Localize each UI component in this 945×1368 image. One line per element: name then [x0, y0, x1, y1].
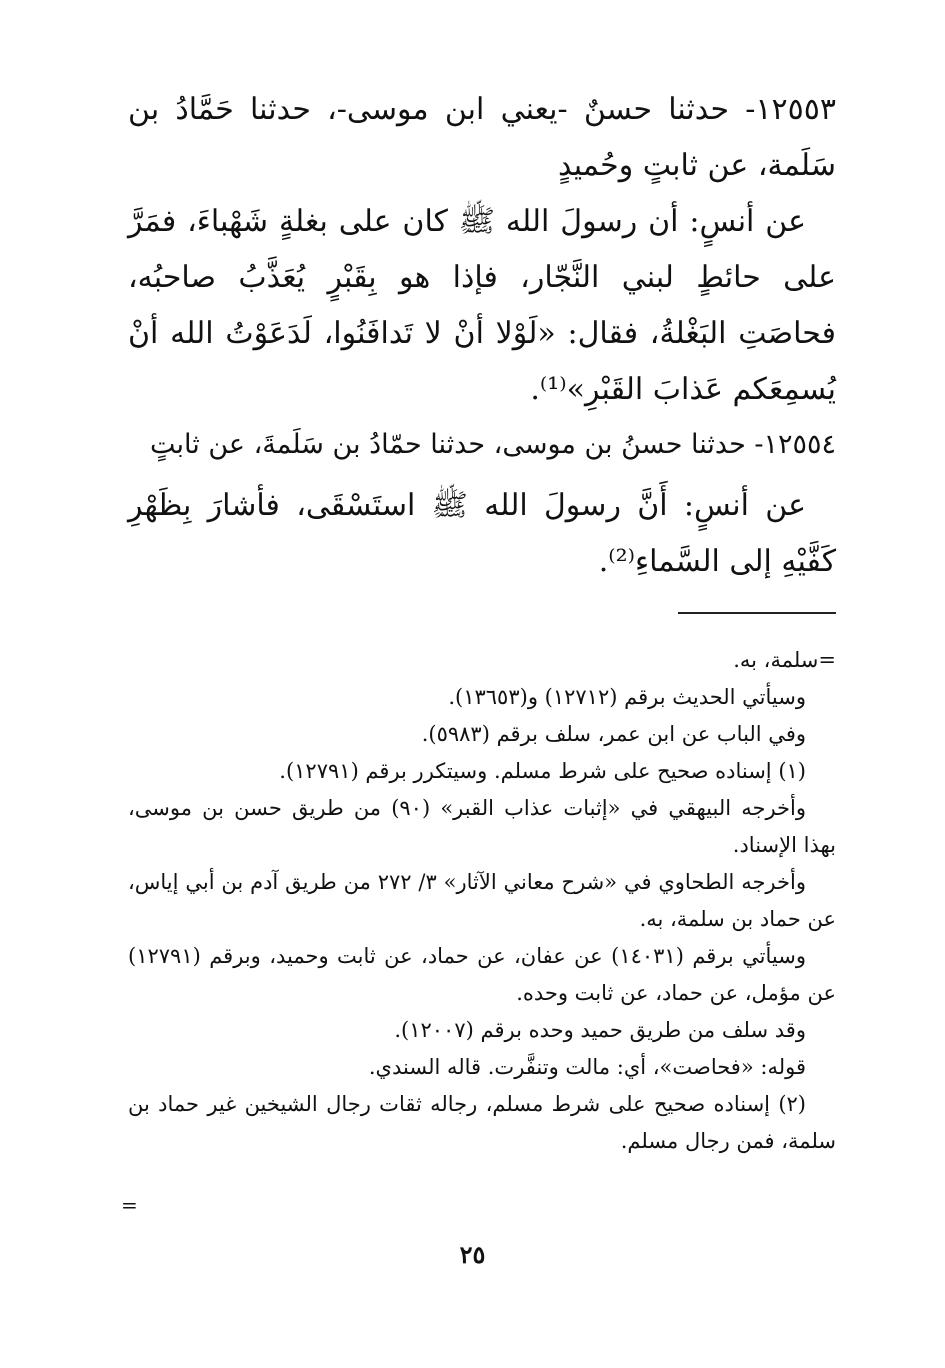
footnote-line: وسيأتي برقم (١٤٠٣١) عن عفان، عن حماد، عن ثابت وحميد، وبرقم (١٢٧٩١) عن مؤمل، عن حماد، عن ثابت وحده.	[128, 944, 836, 1005]
hadith-12553-text	[128, 194, 836, 418]
footnote-line: وفي الباب عن ابن عمر، سلف برقم (٥٩٨٣).	[421, 722, 806, 746]
footnote-line: وقد سلف من طريق حميد وحده برقم (١٢٠٠٧).	[394, 1018, 806, 1042]
footnote-1: (١) إسناده صحيح على شرط مسلم. وسيتكرر برقم (١٢٧٩١).	[279, 759, 806, 783]
hadith-12554-text	[128, 478, 836, 590]
hadith-12554-heading	[128, 420, 836, 470]
footnote-line: قوله: «فحاصت»، أي: مالت وتنفَّرت. قاله السندي.	[368, 1055, 806, 1079]
footnote-2: (٢) إسناده صحيح على شرط مسلم، رجاله ثقات رجال الشيخين غير حماد بن سلمة، فمن رجال مسلم.	[128, 1092, 836, 1153]
hadith-12553-isnad: ١٢٥٥٣- حدثنا حسنٌ -يعني ابن موسى-، حدثنا حَمَّادُ بن سَلَمة، عن ثابتٍ وحُميدٍ	[128, 92, 836, 183]
footnotes	[128, 642, 836, 1160]
footnote-line: وسيأتي الحديث برقم (١٢٧١٢) و(١٣٦٥٣).	[448, 685, 806, 709]
footnote-line: =سلمة، به.	[733, 648, 836, 672]
hadith-12554-matn: عن أنسٍ: أَنَّ رسولَ الله ﷺ استَسْقَى، فأشارَ بِظَهْرِ كَفَّيْهِ إلى السَّماءِ⁽²⁾.	[128, 488, 836, 579]
footnote-line: وأخرجه الطحاوي في «شرح معاني الآثار» ٣/ ٢٧٢ من طريق آدم بن أبي إياس، عن حماد بن سلمة، به.	[128, 870, 836, 931]
continuation-mark: =	[121, 1193, 138, 1217]
hadith-12553-heading	[128, 82, 836, 194]
page-number: ٢٥	[459, 1240, 486, 1269]
hadith-12554-isnad: ١٢٥٥٤- حدثنا حسنُ بن موسى، حدثنا حمّادُ بن سَلَمةَ، عن ثابتٍ	[149, 429, 836, 460]
footnote-separator	[678, 612, 836, 614]
footnote-line: وأخرجه البيهقي في «إثبات عذاب القبر» (٩٠) من طريق حسن بن موسى، بهذا الإسناد.	[128, 796, 836, 857]
hadith-12553-matn: عن أنسٍ: أن رسولَ الله ﷺ كان على بغلةٍ شَهْباءَ، فمَرَّ على حائطٍ لبني النَّجّار، فإذا هو بِقَبْرٍ يُعَذَّبُ صاحبُه، فحاصَتِ البَغْلةُ، فقال: «لَوْلا أنْ لا تَدافَنُوا، لَدَعَوْتُ الله أنْ يُسمِعَكم عَذابَ القَبْرِ»⁽¹⁾.	[128, 204, 836, 407]
